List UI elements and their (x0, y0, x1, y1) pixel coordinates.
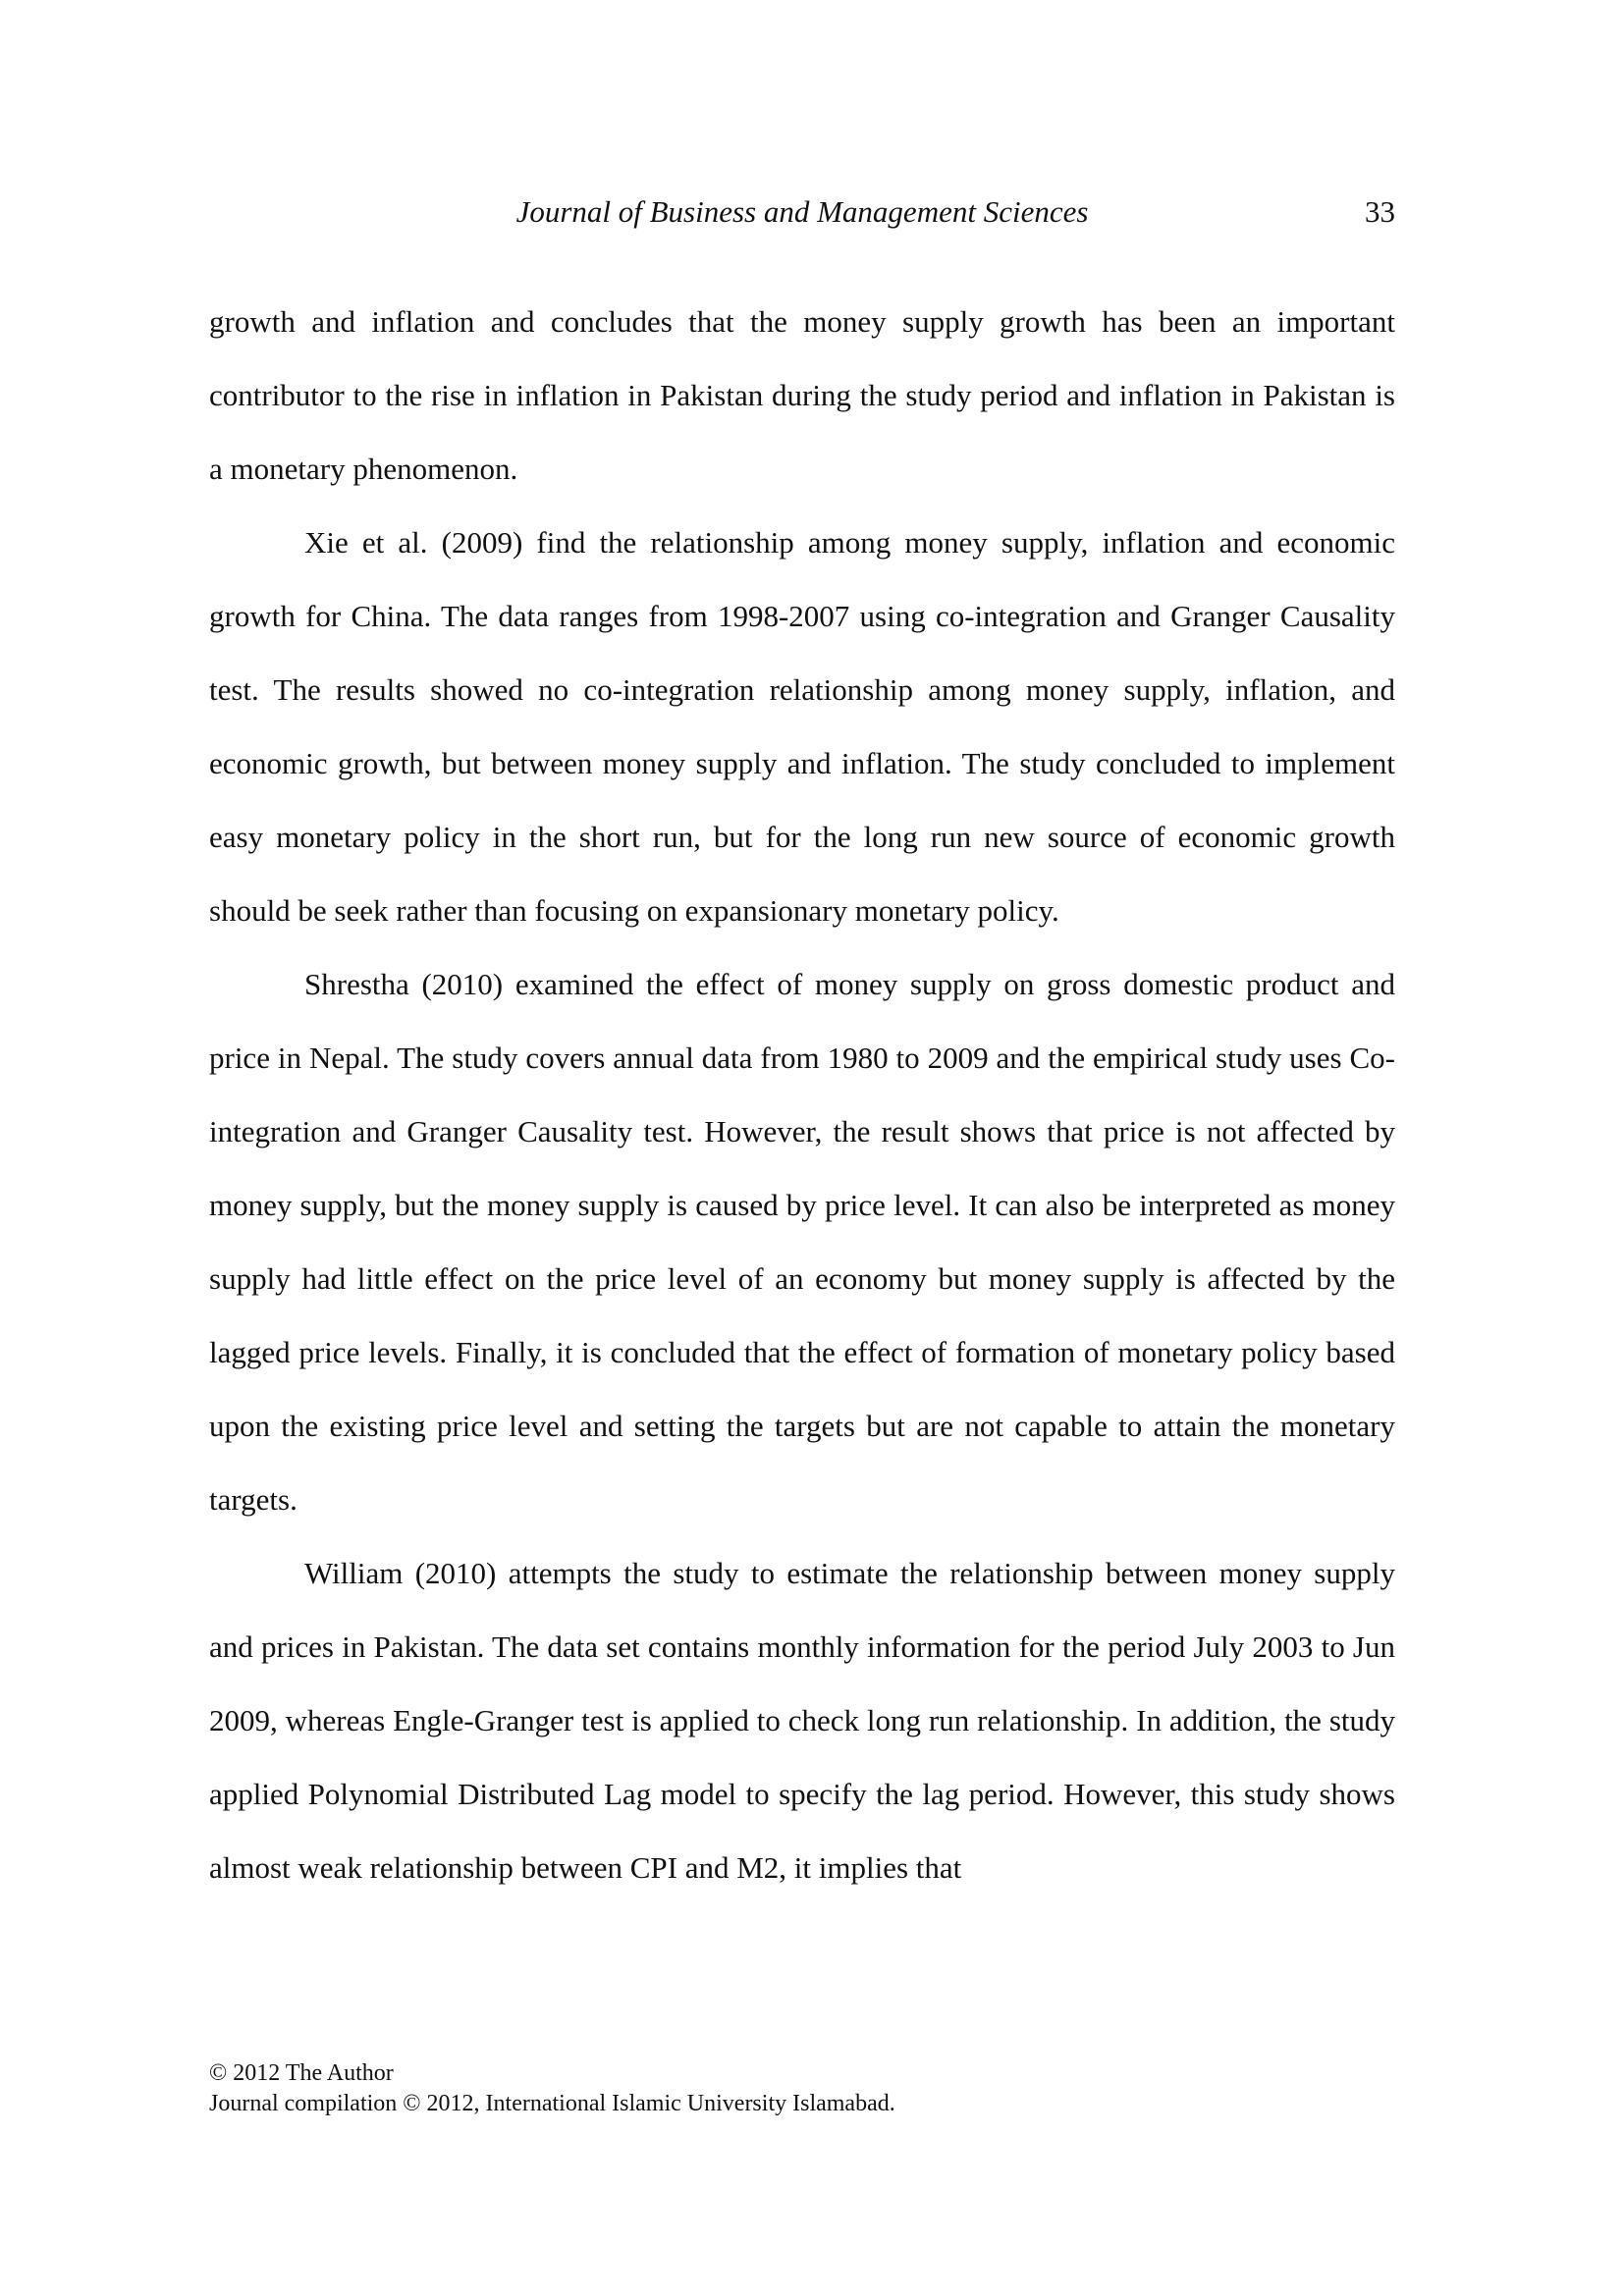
paragraph-shrestha: Shrestha (2010) examined the effect of money supply on gross domestic product and price in Nepal. The study covers annual data from 1980 to 2009 and the empirical study uses Co-integration and Granger Causality test. However, the result shows that price is not affected by money supply, but the money supply is caused by price level. It can also be interpreted as money supply had little effect on the price level of an economy but money supply is affected by the lagged price levels. Finally, it is concluded that the effect of formation of monetary policy based upon the existing price level and setting the targets but are not capable to attain the monetary targets. (209, 967, 1395, 1517)
page-number: 33 (1365, 194, 1395, 229)
body-text (209, 285, 1395, 1904)
paragraph-continuation: growth and inflation and concludes that the money supply growth has been an important contributor to the rise in inflation in Pakistan during the study period and inflation in Pakistan is a monetary phenomenon. (209, 304, 1395, 486)
page-footer (209, 2058, 1395, 2119)
copyright-line: © 2012 The Author (209, 2060, 394, 2086)
paragraph-xie: Xie et al. (2009) find the relationship among money supply, inflation and economic growth for China. The data ranges from 1998-2007 using co-integration and Granger Causality test. The results showed no co-integration relationship among money supply, inflation, and economic growth, but between money supply and inflation. The study concluded to implement easy monetary policy in the short run, but for the long run new source of economic growth should be seek rather than focusing on expansionary monetary policy. (209, 525, 1395, 928)
paragraph-william: William (2010) attempts the study to estimate the relationship between money supply and prices in Pakistan. The data set contains monthly information for the period July 2003 to Jun 2009, whereas Engle-Granger test is applied to check long run relationship. In addition, the study applied Polynomial Distributed Lag model to specify the lag period. However, this study shows almost weak relationship between CPI and M2, it implies that (209, 1556, 1395, 1885)
journal-title: Journal of Business and Management Sciences (515, 194, 1089, 229)
running-head (209, 192, 1395, 232)
journal-compilation-line: Journal compilation © 2012, International Islamic University Islamabad. (209, 2091, 895, 2116)
